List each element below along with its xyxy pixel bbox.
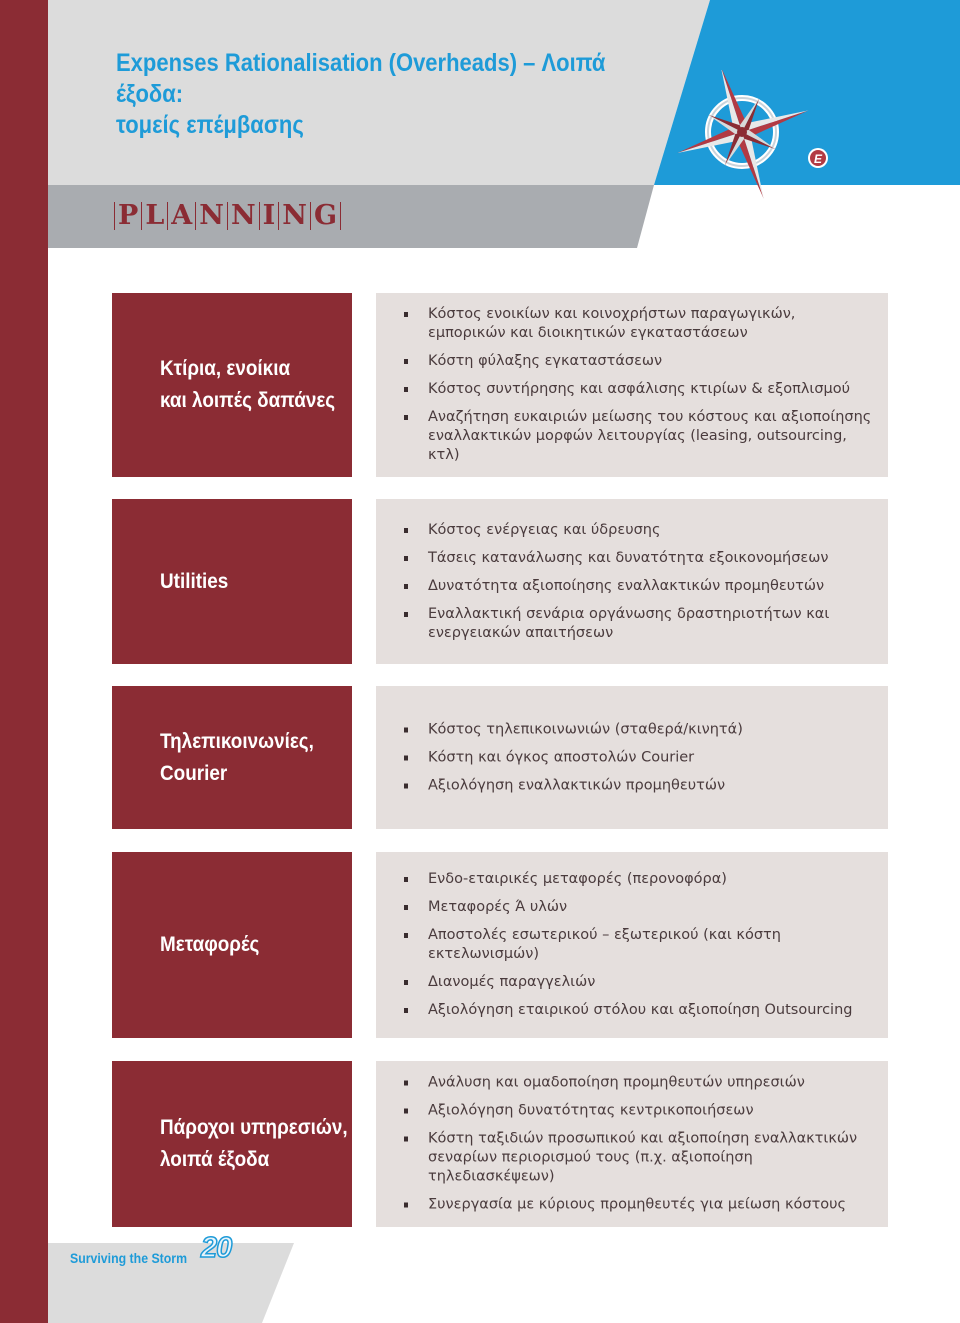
list-item — [400, 1001, 876, 1020]
section-label-line-2: λοιπά έξοδα — [160, 1148, 270, 1171]
list-item — [400, 380, 876, 399]
section-label-box — [112, 852, 352, 1038]
list-item — [400, 605, 876, 643]
planning-letter: N — [282, 200, 307, 231]
section-content-box — [376, 852, 888, 1038]
bullet-icon — [404, 727, 408, 732]
bullet-icon — [404, 783, 408, 788]
bullet-list — [400, 521, 876, 643]
list-item — [400, 1196, 876, 1215]
bullet-icon — [404, 584, 408, 589]
planning-heading — [114, 198, 341, 234]
section-label-box — [112, 686, 352, 829]
list-item — [400, 408, 876, 465]
section-label-box — [112, 1061, 352, 1227]
bullet-icon — [404, 612, 408, 617]
list-item — [400, 1074, 876, 1093]
bullet-icon — [404, 877, 408, 882]
bullet-icon — [404, 1203, 408, 1208]
planning-letter: N — [230, 200, 256, 231]
section-content-box — [376, 499, 888, 664]
list-item — [400, 521, 876, 540]
section-label-line-2: και λοιπές δαπάνες — [160, 389, 336, 412]
list-item — [400, 748, 876, 767]
list-item-text: Κόστος ενοικίων και κοινοχρήστων παραγωγικών, εμπορικών και διοικητικών εγκαταστάσεων — [428, 306, 796, 341]
bullet-icon — [404, 933, 408, 938]
planning-letter: L — [145, 200, 165, 231]
list-item-text: Κόστη φύλαξης εγκαταστάσεων — [428, 353, 663, 369]
list-item-text: Εναλλακτική σενάρια οργάνωσης δραστηριοτήτων και ενεργειακών απαιτήσεων — [428, 605, 830, 641]
section-label-line-1: Utilities — [160, 569, 229, 593]
bullet-icon — [404, 415, 408, 420]
page-title-line-2: τομείς επέμβασης — [116, 111, 304, 139]
logo-letter: E — [813, 152, 823, 166]
planning-divider — [340, 202, 341, 230]
section-label — [160, 726, 358, 790]
page-title-line-1: Expenses Rationalisation (Overheads) – Λοιπά έξοδα: — [116, 49, 606, 108]
bullet-icon — [404, 312, 408, 317]
section-label-box — [112, 293, 352, 477]
list-item-text: Κόστος συντήρησης και ασφάλισης κτιρίων & εξοπλισμού — [428, 381, 851, 397]
section-label-line-1: Κτίρια, ενοίκια — [160, 357, 291, 380]
bullet-icon — [404, 905, 408, 910]
planning-letter: N — [199, 200, 224, 231]
list-item — [400, 973, 876, 992]
bullet-icon — [404, 556, 408, 561]
list-item — [400, 870, 876, 889]
list-item-text: Ανάλυση και ομαδοποίηση προμηθευτών υπηρεσιών — [428, 1074, 805, 1091]
list-item-text: Διανομές παραγγελιών — [428, 974, 596, 990]
list-item-text: Αξιολόγηση δυνατότητας κεντρικοποιήσεων — [428, 1102, 754, 1119]
list-item-text: Συνεργασία με κύριους προμηθευτές για μείωση κόστους — [428, 1196, 847, 1213]
section-service-providers — [112, 1061, 888, 1227]
section-content-box — [376, 293, 888, 477]
section-label-line-2: Courier — [160, 761, 228, 785]
list-item — [400, 1102, 876, 1121]
list-item-text: Αξιολόγηση εναλλακτικών προμηθευτών — [428, 777, 726, 793]
bullet-list — [400, 1074, 876, 1215]
planning-letter: A — [171, 200, 193, 231]
list-item-text: Αξιολόγηση εταιρικού στόλου και αξιοποίηση Outsourcing — [428, 1002, 853, 1018]
list-item-text: Κόστος ενέργειας και ύδρευσης — [428, 521, 661, 538]
list-item-text: Μεταφορές Ά υλών — [428, 899, 568, 915]
section-content-box — [376, 1061, 888, 1227]
list-item — [400, 926, 876, 964]
section-label-line-1: Πάροχοι υπηρεσιών, — [160, 1116, 348, 1139]
list-item — [400, 305, 876, 343]
list-item — [400, 898, 876, 917]
compass-logo-icon — [668, 70, 838, 220]
section-buildings — [112, 293, 888, 477]
planning-letter: G — [313, 200, 338, 231]
list-item — [400, 1130, 876, 1187]
footer-tagline: Surviving the Storm — [70, 1250, 188, 1266]
bullet-list — [400, 870, 876, 1020]
bullet-icon — [404, 1008, 408, 1013]
list-item-text: Τάσεις κατανάλωσης και δυνατότητα εξοικονομήσεων — [428, 549, 829, 566]
section-utilities — [112, 499, 888, 664]
bullet-icon — [404, 387, 408, 392]
page-title — [116, 48, 644, 141]
left-accent-bar — [0, 0, 48, 1323]
section-label — [160, 353, 358, 417]
list-item — [400, 577, 876, 596]
list-item-text: Δυνατότητα αξιοποίησης εναλλακτικών προμηθευτών — [428, 577, 825, 594]
bullet-list — [400, 305, 876, 465]
bullet-icon — [404, 1137, 408, 1142]
list-item — [400, 720, 876, 739]
bullet-icon — [404, 1109, 408, 1114]
list-item-text: Αναζήτηση ευκαιριών μείωσης του κόστους και αξιοποίησης εναλλακτικών μορφών λειτουργίας (leasing, outsourcing, κτλ) — [428, 409, 872, 463]
list-item — [400, 352, 876, 371]
bullet-icon — [404, 528, 408, 533]
section-label — [160, 1112, 358, 1176]
planning-letter: P — [118, 200, 139, 231]
bullet-icon — [404, 359, 408, 364]
section-label-box — [112, 499, 352, 664]
list-item — [400, 549, 876, 568]
page-number: 20 — [201, 1232, 232, 1264]
list-item-text: Αποστολές εσωτερικού – εξωτερικού (και κόστη εκτελωνισμών) — [428, 927, 781, 962]
section-content-box — [376, 686, 888, 829]
bullet-icon — [404, 755, 408, 760]
section-label-line-1: Τηλεπικοινωνίες, — [160, 729, 314, 753]
list-item-text: Κόστη και όγκος αποστολών Courier — [428, 749, 695, 765]
section-label — [160, 566, 358, 598]
bullet-icon — [404, 980, 408, 985]
section-label-line-1: Μεταφορές — [160, 933, 260, 956]
section-transport — [112, 852, 888, 1038]
bullet-icon — [404, 1081, 408, 1086]
planning-letter: I — [262, 200, 276, 231]
list-item-text: Ενδο-εταιρικές μεταφορές (περονοφόρα) — [428, 871, 727, 887]
bullet-list — [400, 720, 876, 795]
section-telecom — [112, 686, 888, 829]
list-item-text: Κόστος τηλεπικοινωνιών (σταθερά/κινητά) — [428, 721, 743, 737]
list-item — [400, 776, 876, 795]
section-label — [160, 929, 358, 961]
list-item-text: Κόστη ταξιδιών προσωπικού και αξιοποίηση εναλλακτικών σεναρίων περιορισμού τους (π.χ. αξιοποίηση τηλεδιασκέψεων) — [428, 1130, 858, 1185]
